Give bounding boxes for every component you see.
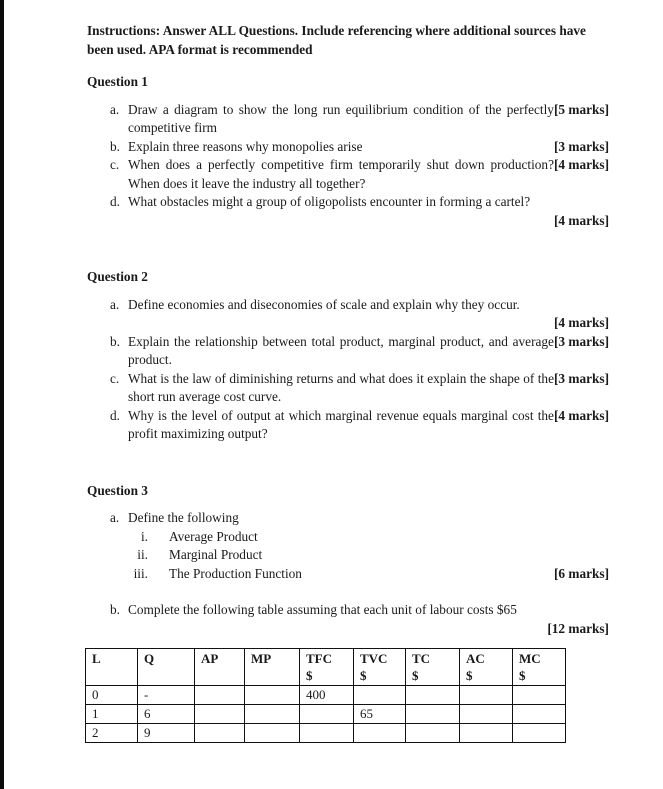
question-3-sub-item-i — [87, 528, 609, 547]
item-marker: a. — [110, 101, 120, 117]
sub-item-text: Average Product — [169, 528, 258, 544]
cell-mc[interactable] — [513, 705, 566, 724]
marks-label: [3 marks] — [553, 333, 609, 349]
cell-tc[interactable] — [406, 724, 460, 743]
cell-ap[interactable] — [195, 686, 245, 705]
item-text: Explain the relationship between total product, marginal product, and average product. — [128, 333, 554, 367]
table-row — [86, 686, 566, 705]
cell-q[interactable]: 6 — [138, 705, 195, 724]
column-header-mc — [513, 649, 566, 686]
question-3-item-a — [87, 509, 609, 528]
cell-tvc[interactable] — [354, 724, 406, 743]
exam-paper-body — [87, 22, 609, 743]
column-header-q — [138, 649, 195, 686]
cell-tfc[interactable] — [300, 705, 354, 724]
item-marker: d. — [110, 407, 120, 423]
marks-label: [12 marks] — [547, 620, 609, 636]
column-header-ac — [460, 649, 513, 686]
question-2-item-d — [87, 407, 609, 444]
cost-table-body — [86, 686, 566, 743]
item-marker: b. — [110, 138, 120, 154]
header-name: TFC — [306, 651, 332, 666]
cell-ac[interactable] — [460, 724, 513, 743]
cell-tfc[interactable] — [300, 724, 354, 743]
header-name: AP — [201, 651, 219, 666]
header-name: TVC — [360, 651, 388, 666]
cell-mp[interactable] — [245, 686, 300, 705]
item-text: Draw a diagram to show the long run equilibrium condition of the perfectly competitive firm — [128, 101, 554, 135]
marks-label: [3 marks] — [553, 138, 609, 154]
cost-table-header — [86, 649, 566, 686]
cell-tc[interactable] — [406, 686, 460, 705]
question-3-sub-item-ii — [87, 546, 609, 565]
header-name: Q — [144, 651, 155, 666]
column-header-l — [86, 649, 138, 686]
cell-ac[interactable] — [460, 705, 513, 724]
item-text: Define economies and diseconomies of scale and explain why they occur. — [128, 296, 520, 312]
marks-label: [4 marks] — [553, 157, 609, 172]
item-text: When does a perfectly competitive firm temporarily shut down production? When does it leave the industry all together? — [128, 157, 554, 191]
question-1-item-c — [87, 156, 609, 193]
header-name: MC — [519, 651, 541, 666]
question-3-item-b — [87, 601, 609, 638]
cell-l[interactable]: 1 — [86, 705, 138, 724]
item-marker: b. — [110, 602, 120, 617]
item-text: What is the law of diminishing returns and what does it explain the shape of the short run average cost curve. — [128, 370, 554, 404]
cell-tvc[interactable]: 65 — [354, 705, 406, 724]
cell-q[interactable]: 9 — [138, 724, 195, 743]
cell-mp[interactable] — [245, 724, 300, 743]
item-marker: c. — [110, 370, 120, 386]
question-3-sub-item-iii — [87, 565, 609, 584]
item-marker: a. — [110, 510, 120, 525]
header-name: L — [92, 651, 101, 666]
header-unit: $ — [360, 668, 367, 683]
marks-label: [4 marks] — [553, 407, 609, 423]
header-name: TC — [412, 651, 431, 666]
question-3-item-b-list — [87, 601, 609, 638]
cell-ap[interactable] — [195, 705, 245, 724]
question-1-heading: Question 1 — [87, 74, 148, 89]
column-header-tfc — [300, 649, 354, 686]
column-header-tc — [406, 649, 460, 686]
table-row — [86, 705, 566, 724]
header-name: MP — [251, 651, 272, 666]
cell-tc[interactable] — [406, 705, 460, 724]
table-header-row — [86, 649, 566, 686]
question-2-item-c — [87, 370, 609, 407]
question-1-item-a — [87, 101, 609, 138]
item-marker: c. — [110, 157, 120, 172]
item-text: Define the following — [128, 510, 239, 525]
scan-edge-artifact — [0, 0, 4, 789]
item-marker: b. — [110, 333, 120, 349]
marks-label: [4 marks] — [553, 315, 609, 330]
instructions-paragraph: Instructions: Answer ALL Questions. Include referencing where additional sources have been used. APA format is recommended — [87, 23, 586, 57]
cell-ap[interactable] — [195, 724, 245, 743]
question-2-heading: Question 2 — [87, 269, 148, 284]
table-row — [86, 724, 566, 743]
cell-q[interactable]: - — [138, 686, 195, 705]
sub-item-text: The Production Function — [169, 565, 302, 581]
item-text: Why is the level of output at which marginal revenue equals marginal cost the profit maximizing output? — [128, 407, 554, 441]
item-marker: d. — [110, 194, 120, 209]
header-unit: $ — [519, 668, 526, 683]
marks-label: [6 marks] — [553, 565, 609, 581]
item-marker: a. — [110, 296, 120, 312]
cell-l[interactable]: 2 — [86, 724, 138, 743]
sub-item-marker: i. — [140, 528, 148, 544]
question-2-item-list — [87, 296, 609, 444]
item-text: Explain three reasons why monopolies arise — [128, 138, 363, 154]
marks-label: [5 marks] — [553, 101, 609, 117]
column-header-ap — [195, 649, 245, 686]
sub-item-text: Marginal Product — [169, 547, 263, 562]
question-3-sub-item-list — [87, 528, 609, 584]
header-unit: $ — [306, 668, 313, 683]
column-header-tvc — [354, 649, 406, 686]
cell-tfc[interactable]: 400 — [300, 686, 354, 705]
question-2-item-b — [87, 333, 609, 370]
question-2-item-a — [87, 296, 609, 333]
question-1-item-d — [87, 193, 609, 230]
question-3-item-list — [87, 509, 609, 528]
cell-mp[interactable] — [245, 705, 300, 724]
cell-mc[interactable] — [513, 724, 566, 743]
cost-table — [85, 648, 566, 743]
header-name: AC — [466, 651, 485, 666]
cell-ac[interactable] — [460, 686, 513, 705]
marks-label: [3 marks] — [553, 370, 609, 386]
cell-mc[interactable] — [513, 686, 566, 705]
sub-item-marker: ii. — [137, 547, 148, 562]
header-unit: $ — [466, 668, 473, 683]
marks-label: [4 marks] — [553, 212, 609, 228]
header-unit: $ — [412, 668, 419, 683]
item-text: Complete the following table assuming that each unit of labour costs $65 — [128, 602, 517, 617]
cell-tvc[interactable] — [354, 686, 406, 705]
cell-l[interactable]: 0 — [86, 686, 138, 705]
question-1-item-b — [87, 138, 609, 157]
question-1-item-list — [87, 101, 609, 231]
sub-item-marker: iii. — [133, 565, 148, 581]
column-header-mp — [245, 649, 300, 686]
item-text: What obstacles might a group of oligopolists encounter in forming a cartel? — [128, 194, 531, 209]
question-3-heading: Question 3 — [87, 482, 148, 498]
